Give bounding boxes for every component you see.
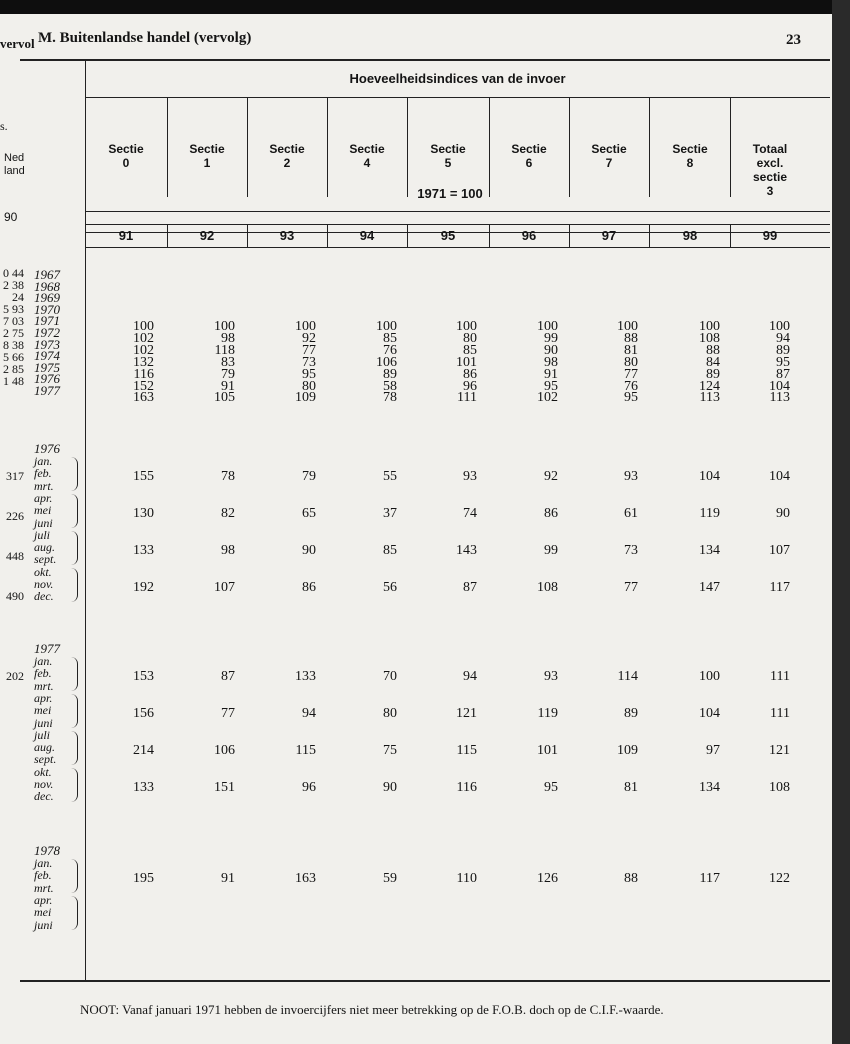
quarterly-value: 65 — [302, 505, 316, 521]
annual-value: 98 — [544, 354, 558, 370]
section-header-line: Sectie — [269, 142, 305, 156]
month-label: juni — [34, 515, 53, 530]
quarterly-value: 92 — [544, 469, 558, 484]
base-year-label: 1971 = 100 — [417, 186, 483, 201]
quarterly-value: 108 — [537, 579, 558, 595]
quarterly-value: 111 — [770, 669, 790, 684]
quarterly-value: 77 — [221, 705, 235, 721]
section-header-2 — [247, 142, 327, 170]
left-fragment-value: 448 — [6, 549, 24, 563]
section-header-line: Sectie — [108, 142, 144, 156]
quarterly-value: 195 — [133, 871, 154, 886]
quarterly-value: 126 — [537, 871, 558, 886]
book-edge — [832, 0, 850, 1044]
quarterly-value: 90 — [383, 779, 397, 795]
month-label: mrt. — [34, 678, 54, 693]
table-main-header: Hoeveelheidsindices van de invoer — [349, 71, 566, 86]
year-label: 1968 — [34, 278, 60, 294]
column-number: 94 — [359, 228, 375, 243]
annual-value: 104 — [769, 378, 790, 394]
year-label: 1971 — [34, 313, 60, 329]
month-label: aug. — [34, 540, 55, 555]
quarterly-value: 116 — [456, 779, 477, 795]
quarterly-value: 97 — [706, 742, 720, 758]
annual-value: 100 — [376, 319, 397, 334]
left-fragment-value: 490 — [6, 589, 24, 603]
section-header-line: 8 — [686, 156, 694, 170]
quarterly-value: 111 — [770, 705, 790, 721]
annual-value: 124 — [699, 378, 720, 394]
quarterly-value: 107 — [769, 542, 790, 558]
quarterly-value: 153 — [133, 669, 154, 684]
section-header-line: Sectie — [189, 142, 225, 156]
column-number: 98 — [682, 228, 698, 243]
quarterly-value: 87 — [221, 669, 235, 684]
quarterly-value: 134 — [699, 779, 720, 795]
rule-stub-divider — [85, 61, 86, 981]
quarter-brace — [70, 531, 78, 565]
quarter-brace — [70, 457, 78, 491]
annual-value: 98 — [221, 330, 235, 346]
annual-value: 91 — [544, 366, 558, 382]
month-label: mrt. — [34, 478, 54, 493]
section-header-line: 7 — [605, 156, 613, 170]
quarterly-value: 147 — [699, 579, 720, 595]
rule-under-main-header — [85, 97, 830, 98]
quarterly-value: 108 — [769, 779, 790, 795]
annual-value: 118 — [214, 342, 235, 358]
annual-value: 100 — [133, 319, 154, 334]
annual-value: 87 — [776, 366, 790, 382]
left-fragment-title: vervol — [0, 36, 35, 51]
annual-value: 89 — [706, 366, 720, 382]
annual-value: 100 — [769, 319, 790, 334]
quarterly-value: 110 — [456, 871, 477, 886]
period-year-label: 1977 — [34, 641, 60, 656]
quarter-brace — [70, 657, 78, 691]
quarterly-value: 86 — [302, 579, 316, 595]
quarterly-value: 96 — [302, 779, 316, 795]
month-label: okt. — [34, 564, 52, 579]
quarterly-value: 156 — [133, 705, 154, 721]
year-label: 1977 — [34, 383, 60, 398]
annual-value: 102 — [133, 330, 154, 346]
month-label: aug. — [34, 740, 55, 755]
year-label: 1969 — [34, 290, 60, 306]
quarterly-value: 95 — [544, 779, 558, 795]
month-label: juli — [34, 527, 51, 542]
quarterly-value: 106 — [214, 742, 235, 758]
quarterly-value: 93 — [624, 469, 638, 484]
quarterly-value: 104 — [769, 469, 790, 484]
quarter-brace — [70, 731, 78, 765]
annual-value: 78 — [383, 390, 397, 406]
page-number: 23 — [786, 32, 801, 48]
period-year-label: 1976 — [34, 441, 60, 456]
column-number: 93 — [279, 228, 295, 243]
annual-value: 73 — [302, 354, 316, 370]
annual-value: 89 — [383, 366, 397, 382]
quarter-brace — [70, 896, 78, 930]
month-label: feb. — [34, 466, 52, 481]
column-number: 99 — [762, 228, 778, 243]
annual-value: 86 — [463, 366, 477, 382]
annual-value: 132 — [133, 354, 154, 370]
section-header-line: 5 — [444, 156, 452, 170]
quarterly-value: 119 — [537, 705, 558, 721]
annual-value: 152 — [133, 378, 154, 394]
section-header-line: 4 — [363, 156, 371, 170]
column-number: 92 — [199, 228, 215, 243]
left-fragment-value: 226 — [6, 509, 24, 523]
annual-value: 106 — [376, 354, 397, 370]
quarterly-value: 81 — [624, 779, 638, 795]
annual-value: 81 — [624, 342, 638, 358]
quarterly-value: 85 — [383, 542, 397, 558]
quarterly-value: 100 — [699, 669, 720, 684]
section-header-line: 1 — [203, 156, 211, 170]
left-fragment-value: 317 — [6, 469, 24, 483]
quarterly-value: 133 — [133, 779, 154, 795]
annual-value: 80 — [624, 354, 638, 370]
column-number: 96 — [521, 228, 537, 243]
section-header-8 — [730, 142, 810, 198]
quarterly-value: 87 — [463, 579, 477, 595]
quarterly-value: 90 — [302, 542, 316, 558]
quarter-brace — [70, 568, 78, 602]
section-header-3 — [327, 142, 407, 170]
page-title: M. Buitenlandse handel (vervolg) — [38, 30, 252, 46]
annual-value: 100 — [699, 319, 720, 334]
quarterly-value: 93 — [544, 669, 558, 684]
quarterly-value: 80 — [383, 705, 397, 721]
annual-value: 84 — [706, 354, 720, 370]
quarterly-value: 101 — [537, 742, 558, 758]
annual-value: 77 — [624, 366, 638, 382]
month-label: apr. — [34, 892, 53, 907]
section-header-line: excl. — [756, 156, 784, 170]
month-label: jan. — [34, 454, 53, 468]
quarterly-value: 55 — [383, 469, 397, 484]
quarterly-value: 119 — [699, 505, 720, 521]
quarterly-value: 122 — [769, 871, 790, 886]
annual-value: 95 — [624, 390, 638, 406]
year-label: 1974 — [34, 348, 60, 364]
month-label: mei — [34, 703, 52, 718]
month-label: juli — [34, 727, 51, 742]
rule-under-section-headers — [85, 211, 830, 212]
quarterly-value: 214 — [133, 742, 154, 758]
section-header-line: Totaal — [752, 142, 788, 156]
annual-value: 88 — [706, 342, 720, 358]
quarterly-value: 79 — [302, 469, 316, 484]
quarterly-value: 115 — [295, 742, 316, 758]
annual-value: 94 — [776, 330, 790, 346]
section-header-6 — [569, 142, 649, 170]
quarterly-value: 109 — [617, 742, 638, 758]
left-fragment-value: 2 85 — [3, 362, 24, 376]
annual-value: 113 — [769, 390, 790, 406]
section-header-4 — [408, 142, 488, 170]
section-header-line: Sectie — [672, 142, 708, 156]
month-label: dec. — [34, 589, 54, 604]
quarterly-value: 89 — [624, 705, 638, 721]
annual-value: 108 — [699, 330, 720, 346]
month-label: sept. — [34, 752, 57, 767]
quarterly-value: 78 — [221, 469, 235, 484]
month-label: mrt. — [34, 880, 54, 895]
annual-value: 91 — [221, 378, 235, 394]
annual-value: 76 — [624, 378, 638, 394]
annual-value: 89 — [776, 342, 790, 358]
month-label: juni — [34, 715, 53, 730]
month-label: jan. — [34, 654, 53, 668]
quarterly-value: 155 — [133, 469, 154, 484]
section-header-line: Sectie — [430, 142, 466, 156]
section-header-line: Sectie — [511, 142, 547, 156]
rule-column-numbers-top — [85, 224, 830, 225]
rule-top — [20, 59, 830, 61]
year-label: 1975 — [34, 359, 60, 375]
month-label: sept. — [34, 552, 57, 567]
column-number: 97 — [601, 228, 617, 243]
quarterly-value: 133 — [133, 542, 154, 558]
left-fragment-header: Ned land — [4, 152, 25, 177]
section-header-line: Sectie — [349, 142, 385, 156]
section-header-line: 2 — [283, 156, 291, 170]
annual-value: 100 — [537, 319, 558, 334]
quarterly-value: 86 — [544, 505, 558, 521]
left-fragment-value: 2 38 — [3, 278, 24, 292]
left-fragment-value: 2 75 — [3, 326, 24, 340]
quarterly-value: 61 — [624, 505, 638, 521]
month-label: jan. — [34, 856, 53, 870]
quarterly-value: 70 — [383, 669, 397, 684]
quarterly-value: 115 — [456, 742, 477, 758]
quarterly-value: 77 — [624, 579, 638, 595]
quarterly-value: 98 — [221, 542, 235, 558]
annual-value: 100 — [214, 319, 235, 334]
month-label: nov. — [34, 577, 54, 591]
period-year-label: 1978 — [34, 843, 60, 858]
quarterly-value: 163 — [295, 871, 316, 886]
quarterly-value: 104 — [699, 705, 720, 721]
quarter-brace — [70, 859, 78, 893]
annual-value: 99 — [544, 330, 558, 346]
left-fragment-value: 202 — [6, 669, 24, 683]
quarterly-value: 94 — [463, 669, 477, 684]
month-label: dec. — [34, 789, 54, 804]
left-fragment-colnum: 90 — [4, 210, 18, 224]
month-label: feb. — [34, 868, 52, 883]
quarterly-value: 130 — [133, 505, 154, 521]
month-label: nov. — [34, 777, 54, 791]
annual-value: 85 — [463, 342, 477, 358]
annual-value: 113 — [699, 390, 720, 406]
annual-value: 58 — [383, 378, 397, 394]
year-label: 1970 — [34, 301, 60, 317]
annual-value: 101 — [456, 354, 477, 370]
section-header-line: 3 — [766, 184, 774, 198]
quarterly-value: 94 — [302, 705, 316, 721]
month-label: feb. — [34, 666, 52, 681]
annual-value: 95 — [776, 354, 790, 370]
quarterly-value: 107 — [214, 579, 235, 595]
annual-value: 116 — [133, 366, 154, 382]
section-header-line: sectie — [752, 170, 788, 184]
annual-value: 102 — [537, 390, 558, 406]
quarterly-value: 151 — [214, 779, 235, 795]
annual-value: 96 — [463, 378, 477, 394]
annual-value: 83 — [221, 354, 235, 370]
quarterly-value: 99 — [544, 542, 558, 558]
quarterly-value: 56 — [383, 579, 397, 595]
quarterly-value: 104 — [699, 469, 720, 484]
scan-top-border — [0, 0, 850, 14]
annual-value: 85 — [383, 330, 397, 346]
left-fragment-mark: s. — [0, 119, 8, 133]
annual-value: 100 — [617, 319, 638, 334]
month-label: apr. — [34, 490, 53, 505]
month-label: okt. — [34, 764, 52, 779]
section-header-5 — [489, 142, 569, 170]
rule-bottom — [20, 980, 830, 982]
annual-value: 105 — [214, 390, 235, 406]
annual-value: 109 — [295, 390, 316, 406]
section-header-7 — [650, 142, 730, 170]
column-number: 91 — [118, 228, 134, 243]
quarterly-value: 121 — [769, 742, 790, 758]
quarterly-value: 117 — [699, 871, 720, 886]
month-label: mei — [34, 905, 52, 920]
section-header-0 — [86, 142, 166, 170]
annual-value: 88 — [624, 330, 638, 346]
annual-value: 80 — [463, 330, 477, 346]
month-label: apr. — [34, 690, 53, 705]
annual-value: 80 — [302, 378, 316, 394]
quarterly-value: 73 — [624, 542, 638, 558]
month-label: juni — [34, 917, 53, 932]
annual-value: 90 — [544, 342, 558, 358]
left-fragment-value: 8 38 — [3, 338, 24, 352]
section-header-line: Sectie — [591, 142, 627, 156]
month-label: mei — [34, 503, 52, 518]
document-page — [0, 14, 832, 1044]
year-label: 1972 — [34, 325, 60, 340]
quarterly-value: 88 — [624, 871, 638, 886]
annual-value: 102 — [133, 342, 154, 358]
year-label: 1973 — [34, 336, 60, 352]
quarterly-value: 82 — [221, 505, 235, 521]
section-header-1 — [167, 142, 247, 170]
annual-value: 79 — [221, 366, 235, 382]
quarterly-value: 59 — [383, 871, 397, 886]
quarterly-value: 75 — [383, 742, 397, 758]
left-fragment-value: 0 44 — [3, 266, 24, 280]
quarter-brace — [70, 768, 78, 802]
left-fragment-value: 5 66 — [3, 350, 24, 364]
quarterly-value: 143 — [456, 542, 477, 558]
quarterly-value: 93 — [463, 469, 477, 484]
footnote: NOOT: Vanaf januari 1971 hebben de invoercijfers niet meer betrekking op de F.O.B. doch op de C.I.F.-waarde. — [80, 1002, 664, 1017]
column-number: 95 — [440, 228, 456, 243]
section-header-line: 0 — [122, 156, 130, 170]
left-fragment-value: 24 — [12, 290, 24, 304]
annual-value: 100 — [456, 319, 477, 334]
quarterly-value: 37 — [383, 505, 397, 521]
annual-value: 95 — [302, 366, 316, 382]
quarter-brace — [70, 494, 78, 528]
quarterly-value: 90 — [776, 505, 790, 521]
left-fragment-value: 5 93 — [3, 302, 24, 316]
annual-value: 163 — [133, 390, 154, 406]
annual-value: 77 — [302, 342, 316, 358]
quarterly-value: 192 — [133, 579, 154, 595]
annual-value: 92 — [302, 330, 316, 346]
quarterly-value: 91 — [221, 871, 235, 886]
annual-value: 76 — [383, 342, 397, 358]
rule-column-numbers-bottom — [85, 247, 830, 248]
year-label: 1976 — [34, 371, 60, 387]
quarterly-value: 133 — [295, 669, 316, 684]
quarterly-value: 121 — [456, 705, 477, 721]
quarterly-value: 117 — [769, 579, 790, 595]
annual-value: 100 — [295, 319, 316, 334]
quarterly-value: 74 — [463, 505, 477, 521]
section-header-line: 6 — [525, 156, 533, 170]
left-fragment-value: 1 48 — [3, 374, 24, 388]
year-label: 1967 — [34, 267, 60, 282]
quarter-brace — [70, 694, 78, 728]
left-fragment-value: 7 03 — [3, 314, 24, 328]
annual-value: 111 — [457, 390, 477, 406]
annual-value: 95 — [544, 378, 558, 394]
quarterly-value: 114 — [617, 669, 638, 684]
quarterly-value: 134 — [699, 542, 720, 558]
